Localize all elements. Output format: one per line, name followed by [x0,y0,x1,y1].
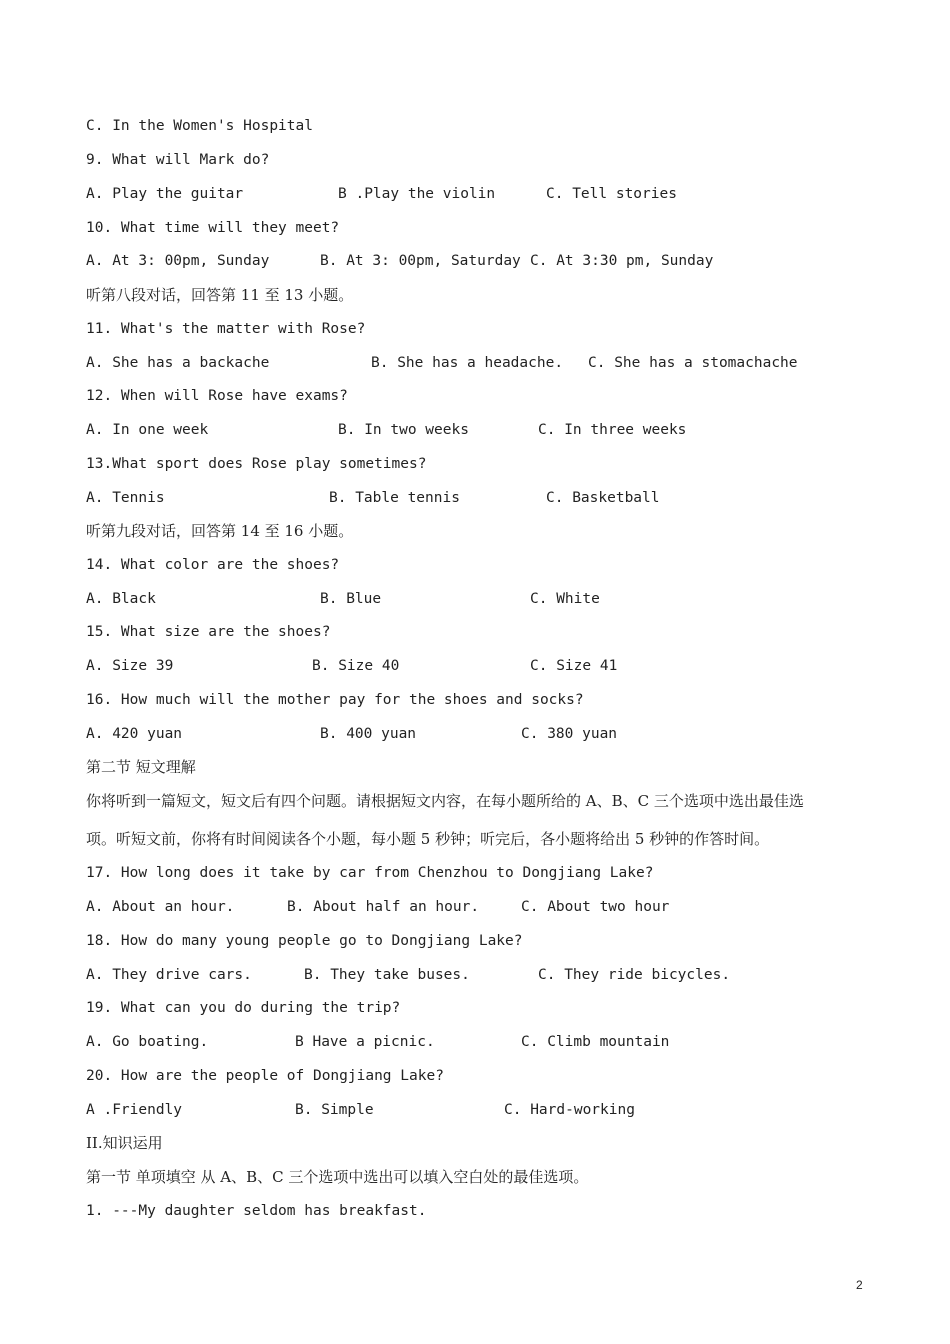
option-b: B. Blue [320,591,382,607]
option-a: A. In one week [86,422,209,438]
option-b: B Have a picnic. [295,1034,435,1050]
question-10: 10. What time will they meet? [86,220,340,236]
option-c: C. In three weeks [538,422,687,438]
option-b: B. She has a headache. [371,355,564,371]
option-b: B. Size 40 [312,658,400,674]
instructions: 项。听短文前，你将有时间阅读各个小题，每小题 5 秒钟；听完后，各小题将给出 5 秒钟的作答时间。 [86,830,770,848]
option-c: C. She has a stomachache [588,355,798,371]
option-a: A. Black [86,591,156,607]
option-c: C. Basketball [546,490,660,506]
section-heading: 听第八段对话，回答第 11 至 13 小题。 [86,286,354,304]
part-heading: 第二节 短文理解 [86,758,196,776]
option-a: A .Friendly [86,1102,183,1118]
question-20: 20. How are the people of Dongjiang Lake? [86,1068,444,1084]
option-b: B. At 3: 00pm, Saturday [320,253,521,269]
question-1: 1. ---My daughter seldom has breakfast. [86,1203,427,1219]
part-heading: 第一节 单项填空 从 A、B、C 三个选项中选出可以填入空白处的最佳选项。 [86,1168,589,1186]
option-b: B. 400 yuan [320,726,417,742]
question-9: 9. What will Mark do? [86,152,270,168]
option-a: A. Tennis [86,490,165,506]
option-c: C. 380 yuan [521,726,618,742]
question-17: 17. How long does it take by car from Chenzhou to Dongjiang Lake? [86,865,654,881]
section-title: II.知识运用 [86,1134,163,1152]
option-b: B. In two weeks [338,422,469,438]
question-19: 19. What can you do during the trip? [86,1000,401,1016]
option-b: B. Simple [295,1102,374,1118]
option-a: A. About an hour. [86,899,235,915]
option-a: A. They drive cars. [86,967,252,983]
question-13: 13.What sport does Rose play sometimes? [86,456,427,472]
option-b: B. They take buses. [304,967,470,983]
option-c: C. About two hour [521,899,670,915]
option-c: C. They ride bicycles. [538,967,731,983]
question-11: 11. What's the matter with Rose? [86,321,366,337]
option-a: A. At 3: 00pm, Sunday [86,253,270,269]
question-12: 12. When will Rose have exams? [86,388,348,404]
question-15: 15. What size are the shoes? [86,624,331,640]
option-a: A. 420 yuan [86,726,183,742]
option-a: A. Size 39 [86,658,174,674]
section-heading: 听第九段对话，回答第 14 至 16 小题。 [86,522,354,540]
option-c: C. Climb mountain [521,1034,670,1050]
option-a: A. Play the guitar [86,186,244,202]
option-b: B. Table tennis [329,490,460,506]
option-c: C. Size 41 [530,658,618,674]
option-b: B. About half an hour. [287,899,480,915]
question-18: 18. How do many young people go to Dongjiang Lake? [86,933,523,949]
option-b: B .Play the violin [338,186,496,202]
question-14: 14. What color are the shoes? [86,557,340,573]
option-c: C. Hard-working [504,1102,635,1118]
option-c: C. At 3:30 pm, Sunday [530,253,714,269]
option-c: C. Tell stories [546,186,677,202]
page-number: 2 [856,1278,863,1292]
option-c: C. White [530,591,600,607]
option-a: A. Go boating. [86,1034,209,1050]
instructions: 你将听到一篇短文，短文后有四个问题。请根据短文内容，在每小题所给的 A、B、C 三个选项中选出最佳选 [86,792,804,810]
option-line: C. In the Women's Hospital [86,118,313,134]
option-a: A. She has a backache [86,355,270,371]
question-16: 16. How much will the mother pay for the shoes and socks? [86,692,584,708]
